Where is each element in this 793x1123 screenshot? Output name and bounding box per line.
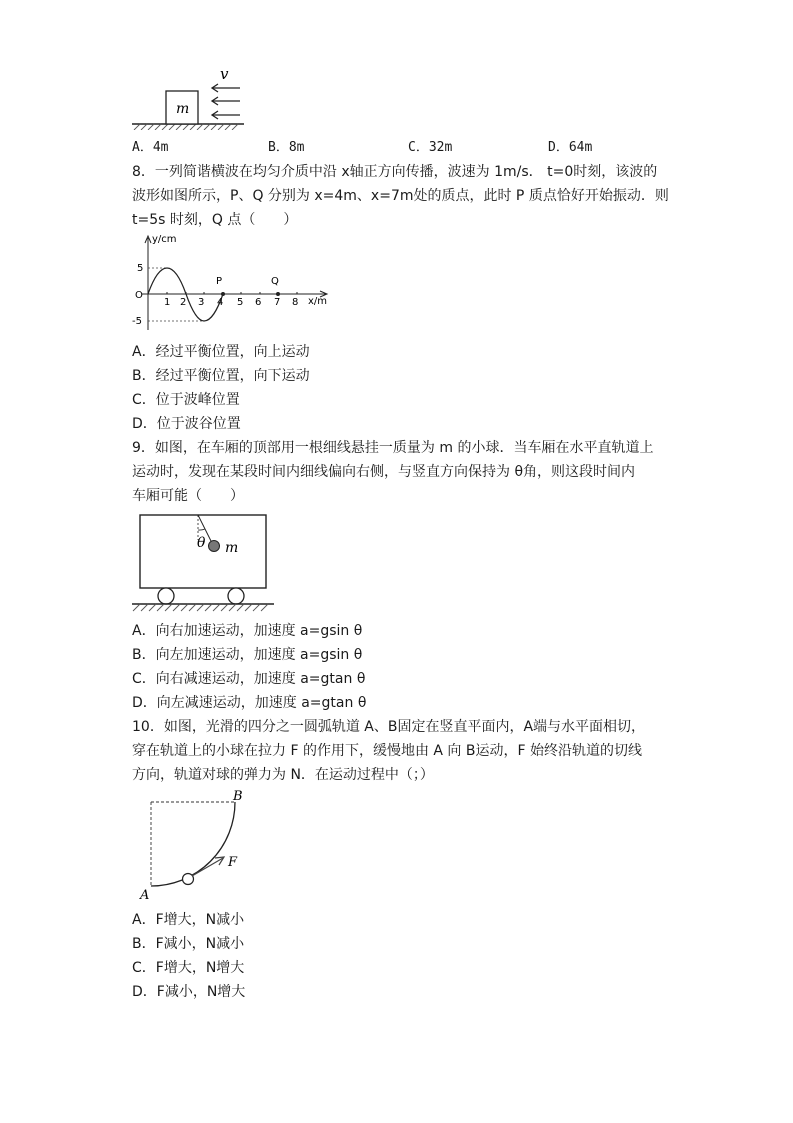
q9-ball bbox=[209, 541, 220, 552]
q8-x-tick: 1 bbox=[164, 297, 171, 308]
q8-x-tick: 3 bbox=[198, 297, 205, 308]
q10-stem-line-1: 10．如图，光滑的四分之一圆弧轨道 A、B固定在竖直平面内，A端与水平面相切， bbox=[132, 719, 646, 735]
q8-origin-label: O bbox=[135, 290, 143, 301]
q7-option-a: A．4m bbox=[132, 140, 169, 155]
q9-stem-line-3: 车厢可能（ ） bbox=[132, 488, 244, 504]
q9-mass-label: m bbox=[225, 540, 239, 556]
q10-stem-line-3: 方向，轨道对球的弹力为 N．在运动过程中（；） bbox=[132, 767, 434, 783]
q8-y-min-label: -5 bbox=[132, 316, 142, 327]
q7-figure bbox=[130, 64, 250, 130]
q8-point-p bbox=[221, 292, 225, 296]
q8-y-axis-label: y/cm bbox=[152, 234, 177, 245]
q9-option-a: A．向右加速运动，加速度 a=gsin θ bbox=[132, 623, 363, 639]
q8-x-tick: 5 bbox=[237, 297, 244, 308]
q9-stem-line-1: 9．如图，在车厢的顶部用一根细线悬挂一质量为 m 的小球．当车厢在水平直轨道上 bbox=[132, 440, 654, 456]
q7-ground-hatch bbox=[134, 124, 238, 130]
q8-stem-line-3: t=5s 时刻，Q 点（ ） bbox=[132, 212, 298, 228]
q9-stem-line-2: 运动时，发现在某段时间内细线偏向右侧，与竖直方向保持为 θ角，则这段时间内 bbox=[132, 464, 636, 480]
q8-option-d: D．位于波谷位置 bbox=[132, 416, 241, 432]
q8-point-q bbox=[276, 292, 280, 296]
q10-stem-line-2: 穿在轨道上的小球在拉力 F 的作用下，缓慢地由 A 向 B运动，F 始终沿轨道的切线 bbox=[132, 743, 642, 759]
q9-option-b: B．向左加速运动，加速度 a=gsin θ bbox=[132, 647, 363, 663]
q7-option-c: C．32m bbox=[408, 140, 453, 155]
q7-option-b: B．8m bbox=[268, 140, 305, 155]
q8-point-p-label: P bbox=[216, 276, 223, 287]
q7-mass-label: m bbox=[176, 101, 190, 117]
q7-option-d: D．64m bbox=[548, 140, 593, 155]
q8-x-tick: 4 bbox=[217, 297, 224, 308]
q10-option-d: D．F减小，N增大 bbox=[132, 984, 246, 1000]
q10-figure bbox=[135, 788, 255, 904]
q10-label-f: F bbox=[228, 855, 238, 870]
q10-label-a: A bbox=[140, 888, 150, 903]
q9-option-c: C．向右减速运动，加速度 a=gtan θ bbox=[132, 671, 366, 687]
q8-stem-line-1: 8．一列简谐横波在均匀介质中沿 x轴正方向传播，波速为 1m/s． t=0时刻，该波的 bbox=[132, 164, 658, 180]
q8-option-c: C．位于波峰位置 bbox=[132, 392, 240, 408]
q10-label-b: B bbox=[233, 789, 243, 804]
q7-arrows bbox=[212, 84, 240, 119]
q10-option-c: C．F增大，N增大 bbox=[132, 960, 245, 976]
q8-stem-line-2: 波形如图所示，P、Q 分别为 x=4m、x=7m处的质点，此时 P 质点恰好开始振动．则 bbox=[132, 188, 669, 204]
q8-option-b: B．经过平衡位置，向下运动 bbox=[132, 368, 310, 384]
q7-velocity-label: v bbox=[220, 65, 229, 83]
q10-ball bbox=[183, 874, 194, 885]
q9-wheel-left bbox=[158, 588, 174, 604]
q9-ground-hatch bbox=[133, 604, 268, 611]
q8-x-axis-label: x/m bbox=[308, 296, 328, 307]
q8-option-a: A．经过平衡位置，向上运动 bbox=[132, 344, 310, 360]
q8-x-tick: 6 bbox=[255, 297, 262, 308]
q8-x-tick: 2 bbox=[180, 297, 187, 308]
q9-theta-label: θ bbox=[197, 535, 206, 551]
q10-arc-track bbox=[151, 802, 235, 886]
q9-figure bbox=[130, 510, 276, 614]
q10-option-a: A．F增大，N减小 bbox=[132, 912, 245, 928]
q9-option-d: D．向左减速运动，加速度 a=gtan θ bbox=[132, 695, 367, 711]
q8-y-max-label: 5 bbox=[137, 263, 144, 274]
q10-option-b: B．F减小，N减小 bbox=[132, 936, 245, 952]
q9-wheel-right bbox=[228, 588, 244, 604]
q8-point-q-label: Q bbox=[271, 276, 279, 287]
q8-x-tick: 7 bbox=[274, 297, 281, 308]
q8-x-tick: 8 bbox=[292, 297, 299, 308]
q7-options bbox=[132, 136, 612, 160]
q8-wave-graph bbox=[130, 230, 340, 334]
